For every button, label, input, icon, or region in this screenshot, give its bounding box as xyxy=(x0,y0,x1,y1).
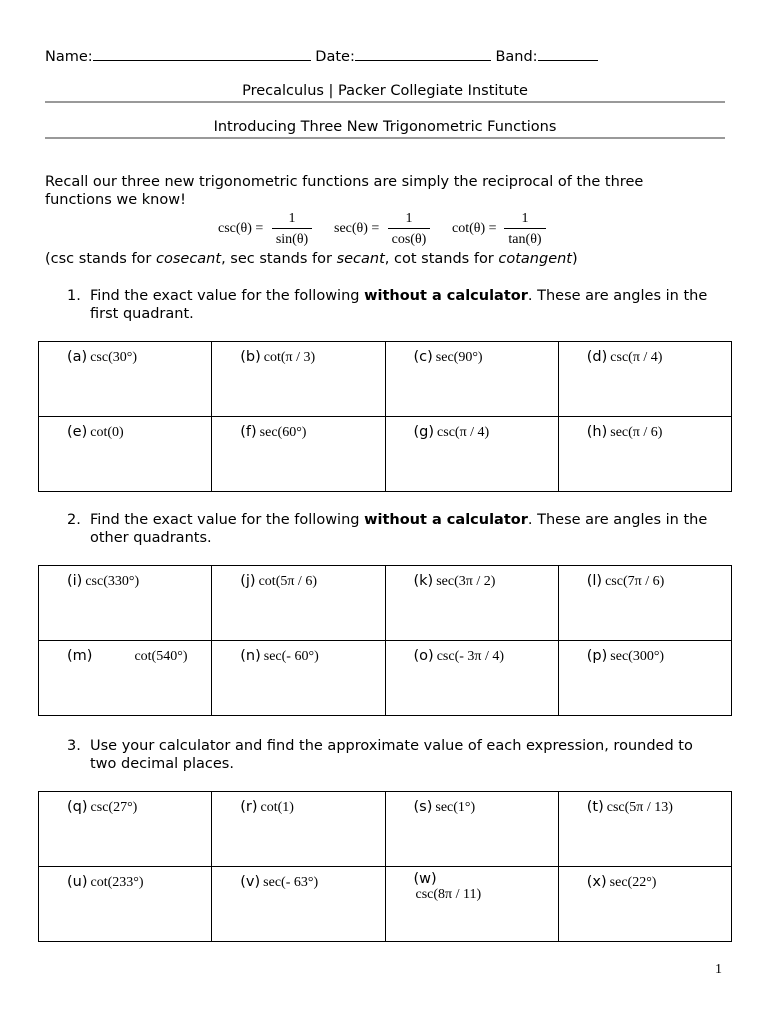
question-text xyxy=(90,511,720,547)
question-text-part: Use your calculator and find the approximate value of each expression, rounded to two decimal places. xyxy=(90,738,693,772)
cell-expression: cot(5π / 6) xyxy=(258,574,317,589)
note-cotangent: cotangent xyxy=(498,251,572,267)
cell-prompt xyxy=(240,570,317,590)
cell-label: (k) xyxy=(413,573,434,589)
answer-cell[interactable] xyxy=(39,417,212,492)
answer-cell[interactable] xyxy=(39,566,212,641)
cell-expression: cot(π / 3) xyxy=(263,350,316,365)
page-number: 1 xyxy=(715,962,722,977)
cell-label: (g) xyxy=(413,424,435,440)
cell-expression: csc(330°) xyxy=(85,574,140,589)
question-text-part: . These are angles in the first quadrant. xyxy=(90,288,708,322)
answer-cell[interactable] xyxy=(385,867,558,942)
cell-prompt xyxy=(240,871,318,891)
answer-cell[interactable] xyxy=(212,792,385,867)
cell-label: (t) xyxy=(586,799,604,815)
cell-prompt xyxy=(67,346,137,366)
grid-row xyxy=(39,867,732,942)
cell-prompt xyxy=(587,645,664,665)
cell-prompt xyxy=(240,421,306,441)
note-cosecant: cosecant xyxy=(156,251,222,267)
cell-expression: csc(30°) xyxy=(90,350,138,365)
answer-cell[interactable] xyxy=(212,342,385,417)
answer-cell[interactable] xyxy=(212,867,385,942)
formula-numerator: 1 xyxy=(272,209,312,229)
cell-expression: csc(π / 4) xyxy=(610,350,663,365)
answer-cell[interactable] xyxy=(385,566,558,641)
answer-cell[interactable] xyxy=(558,342,731,417)
cell-expression: sec(60°) xyxy=(259,425,307,440)
answer-cell[interactable] xyxy=(558,417,731,492)
cell-prompt xyxy=(414,346,483,366)
cell-expression: sec(300°) xyxy=(610,649,665,664)
cell-label: (c) xyxy=(413,349,433,365)
answer-cell[interactable] xyxy=(39,867,212,942)
divider-1 xyxy=(45,101,725,103)
cell-label: (f) xyxy=(240,424,257,440)
reciprocal-formulas xyxy=(218,209,558,251)
cell-label: (m) xyxy=(67,648,93,664)
cell-label: (o) xyxy=(413,648,434,664)
answer-cell[interactable] xyxy=(39,342,212,417)
cell-expression: cot(540°) xyxy=(134,649,188,664)
question-number: 1. xyxy=(67,288,81,304)
cell-expression: csc(27°) xyxy=(90,800,138,815)
formula-fraction xyxy=(388,209,430,249)
header-fields xyxy=(45,46,725,66)
answer-cell[interactable] xyxy=(558,867,731,942)
cell-label: (h) xyxy=(586,424,608,440)
worksheet-title: Introducing Three New Trigonometric Functions xyxy=(213,119,557,135)
band-blank[interactable] xyxy=(538,46,598,61)
formula-lhs: sec(θ) = xyxy=(334,221,380,236)
question-2 xyxy=(67,511,727,547)
cell-label: (l) xyxy=(586,573,603,589)
cell-expression: sec(3π / 2) xyxy=(436,574,496,589)
note-secant: secant xyxy=(336,251,385,267)
intro-text: Recall our three new trigonometric functions are simply the reciprocal of the three functions we know! xyxy=(45,174,644,208)
course-line: Precalculus | Packer Collegiate Institute xyxy=(242,83,528,99)
note-text: , sec stands for xyxy=(221,251,337,267)
cell-label: (x) xyxy=(586,874,607,890)
formula-numerator: 1 xyxy=(388,209,430,229)
cell-prompt xyxy=(67,421,124,441)
cell-expression: cot(0) xyxy=(90,425,124,440)
cell-expression: cot(233°) xyxy=(90,875,144,890)
answer-cell[interactable] xyxy=(385,342,558,417)
cell-prompt xyxy=(67,570,139,590)
cell-label: (w) xyxy=(413,871,437,887)
cell-label: (e) xyxy=(67,424,88,440)
question-text-part: Find the exact value for the following xyxy=(90,512,365,528)
answer-cell[interactable] xyxy=(558,792,731,867)
answer-cell[interactable] xyxy=(39,641,212,716)
cell-prompt xyxy=(414,645,505,665)
cell-label: (j) xyxy=(240,573,256,589)
cell-prompt xyxy=(240,346,315,366)
cell-prompt xyxy=(240,796,294,816)
cell-prompt xyxy=(587,421,663,441)
cell-expression: csc(- 3π / 4) xyxy=(436,649,505,664)
question-number: 3. xyxy=(67,738,81,754)
cell-expression: csc(7π / 6) xyxy=(605,574,665,589)
formula-lhs: cot(θ) = xyxy=(452,221,497,236)
name-label: Name: xyxy=(45,49,93,65)
note-text: ) xyxy=(572,251,578,267)
cell-label: (a) xyxy=(67,349,88,365)
cell-expression: cot(1) xyxy=(260,800,294,815)
abbreviation-note xyxy=(45,251,578,267)
answer-cell[interactable] xyxy=(39,792,212,867)
cell-expression: sec(- 60°) xyxy=(263,649,319,664)
cell-prompt xyxy=(587,796,673,816)
cell-label: (i) xyxy=(67,573,83,589)
cell-prompt xyxy=(414,570,496,590)
formula-denominator: cos(θ) xyxy=(391,232,427,247)
cell-label: (q) xyxy=(67,799,88,815)
note-text: , cot stands for xyxy=(384,251,499,267)
formula-fraction xyxy=(272,209,312,249)
cell-label: (u) xyxy=(67,874,88,890)
cell-label: (r) xyxy=(240,799,258,815)
answer-cell[interactable] xyxy=(212,566,385,641)
question-emphasis: without a calculator xyxy=(364,288,528,304)
cell-expression: sec(- 63°) xyxy=(263,875,319,890)
grid-row xyxy=(39,342,732,417)
cell-label: (s) xyxy=(413,799,433,815)
formula-denominator: tan(θ) xyxy=(508,232,542,247)
cell-expression: sec(1°) xyxy=(435,800,476,815)
answer-cell[interactable] xyxy=(212,417,385,492)
note-text: (csc stands for xyxy=(45,251,156,267)
grid-row xyxy=(39,417,732,492)
divider-2 xyxy=(45,137,725,139)
cell-expression: csc(5π / 13) xyxy=(606,800,673,815)
formula-lhs: csc(θ) = xyxy=(218,221,264,236)
question-2-grid xyxy=(38,565,732,716)
date-blank[interactable] xyxy=(355,46,491,61)
name-blank[interactable] xyxy=(93,46,311,61)
cell-label: (p) xyxy=(586,648,608,664)
cell-prompt xyxy=(414,421,490,441)
band-label: Band: xyxy=(495,49,538,65)
cell-label: (v) xyxy=(240,874,261,890)
answer-cell[interactable] xyxy=(385,792,558,867)
cell-prompt xyxy=(587,570,665,590)
answer-cell[interactable] xyxy=(385,417,558,492)
cell-prompt xyxy=(414,871,482,903)
cell-expression: csc(8π / 11) xyxy=(415,887,482,902)
question-1 xyxy=(67,287,727,323)
question-text xyxy=(90,737,720,773)
cell-label: (n) xyxy=(240,648,261,664)
grid-row xyxy=(39,566,732,641)
question-text-part: . These are angles in the other quadrants. xyxy=(90,512,708,546)
date-label: Date: xyxy=(315,49,355,65)
question-text-part: Find the exact value for the following xyxy=(90,288,365,304)
formula-numerator: 1 xyxy=(504,209,546,229)
cell-prompt xyxy=(587,346,663,366)
cell-prompt xyxy=(67,871,144,891)
cell-expression: sec(22°) xyxy=(609,875,657,890)
cell-label: (b) xyxy=(240,349,261,365)
cell-label: (d) xyxy=(586,349,608,365)
cell-prompt xyxy=(414,796,476,816)
grid-row xyxy=(39,641,732,716)
cell-expression: sec(90°) xyxy=(435,350,483,365)
cell-prompt xyxy=(67,645,187,665)
cell-prompt xyxy=(587,871,657,891)
question-emphasis: without a calculator xyxy=(364,512,528,528)
cell-expression: sec(π / 6) xyxy=(610,425,663,440)
answer-cell[interactable] xyxy=(558,566,731,641)
question-1-grid xyxy=(38,341,732,492)
question-3-grid xyxy=(38,791,732,942)
cell-prompt xyxy=(240,645,318,665)
cell-prompt xyxy=(67,796,137,816)
question-number: 2. xyxy=(67,512,81,528)
answer-cell[interactable] xyxy=(385,641,558,716)
answer-cell[interactable] xyxy=(558,641,731,716)
cell-expression: csc(π / 4) xyxy=(437,425,490,440)
grid-row xyxy=(39,792,732,867)
answer-cell[interactable] xyxy=(212,641,385,716)
formula-fraction xyxy=(504,209,546,249)
formula-denominator: sin(θ) xyxy=(275,232,309,247)
question-text xyxy=(90,287,720,323)
question-3 xyxy=(67,737,727,773)
